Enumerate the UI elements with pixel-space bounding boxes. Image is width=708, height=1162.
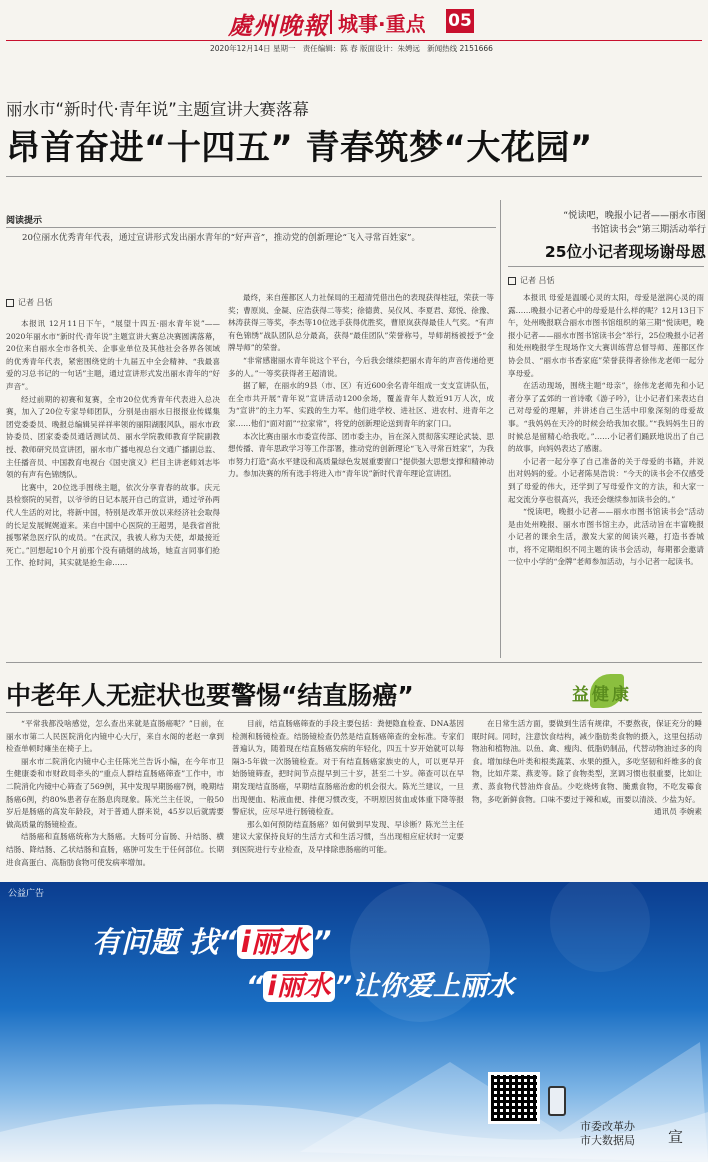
section-rule xyxy=(6,662,702,663)
health-column-2 xyxy=(232,718,464,878)
masthead-divider xyxy=(330,10,332,34)
side-para: “悦读吧，晚报小记者——丽水市图书馆读书会”活动是由处州晚报、丽水市图书馆主办，此活动旨在丰富晚报小记者的课余生活，激发大家的阅读兴趣，打造书香城市，将不定期组织不同主题的读书会活动，每期都会邀请一位中小学的“金牌”老师参加活动，与小记者一起读书。 xyxy=(508,507,704,567)
ad-credit-line-2: 市大数据局 xyxy=(580,1134,635,1147)
ad-line2-brand: i丽水 xyxy=(263,971,334,1002)
public-service-ad xyxy=(0,882,708,1162)
paper-name: 處州晚報 xyxy=(228,11,328,40)
ad-credit-end: 宣 xyxy=(668,1128,684,1146)
date: 2020年12月14日 星期一 xyxy=(210,44,296,53)
ad-credits xyxy=(580,1120,635,1148)
ad-slogan-line-2 xyxy=(246,964,514,1003)
ad-line1-prefix: 有问题 找“ xyxy=(92,925,237,959)
page-number-badge xyxy=(446,9,474,33)
health-col1-para: 丽水市二院消化内镜中心主任陈光兰告诉小编，在今年市卫生健康委和市财政局牵头的“重点人群结直肠癌筛查”工作中，市二院消化内镜中心筛查了569例，其中发现早期肠癌7例，晚期结肠癌6例，约80%患者存在肠息肉现象。陈光兰主任说，一般50岁后是肠癌的高发年龄段，对于普通人群来说，45岁以后就需要做高质量的肠镜检查。 xyxy=(6,756,224,829)
section-title: 城事·重点 xyxy=(338,12,426,36)
summary-rule xyxy=(6,227,496,228)
side-headline: 25位小记者现场谢母恩 xyxy=(544,243,706,261)
ad-line2-prefix: “ xyxy=(246,971,264,1002)
date-line xyxy=(210,43,493,54)
health-col3-para: 在日常生活方面，要做到生活有规律，不要熬夜，保证充分的睡眠时间。同时，注意饮食结构，减少脂肪类食物的摄入，这里包括动物油和植物油。以鱼、禽、瘦肉、低脂奶制品，代替动物油过多的肉食。增加绿色叶类和根类蔬菜、水果的摄入，多吃坚韧和纤维多的食物，比如芹菜、燕麦等。除了食物类型，烹调习惯也很重要，比如让煮、蒸食物代替油炸食品。少吃烧烤食物、腌熏食物，不吃发霉食物，多吃新鲜食物。口味不要过于辣和咸，而要以清淡、少盐为好。 xyxy=(472,719,702,804)
health-headline: 中老年人无症状也要警惕“结直肠癌” xyxy=(6,681,414,710)
ad-line1-brand: i丽水 xyxy=(237,925,313,959)
health-col3-byline: 通讯员 李婉素 xyxy=(654,807,702,817)
health-col2-para: 那么如何预防结直肠癌？如何做到早发现、早诊断？陈光兰主任建议大家保持良好的生活方式和生活习惯，当出现相应症状时一定要到医院进行专业检查，及早排除患肠癌的可能。 xyxy=(232,819,464,854)
lead-col1-para: 比赛中，20位选手围绕主题，依次分享青春的故事。庆元县检察院的吴哲，以爷爷的日记本展开自己的宣讲，通过爷孙两代人生活的对比，将新中国，特别是改革开放以来经济社会取得的长足发展娓娓道来。来自中国中心医院的王超男，是我省首批援鄂紧急医疗队的成员。“在武汉，我被人称为天使，却最接近死亡。”回想起10个月前那个没有硝烟的战场，她直言同事们抢工作、抢时间，其实就是抢生命…… xyxy=(6,482,220,568)
health-col2-para: 目前，结直肠癌筛查的手段主要包括：粪便隐血检查、DNA基因检测和肠镜检查。结肠镜检查仍然是结直肠癌筛查的金标准。专家们普遍认为，随着现在结直肠癌发病的年轻化，四五十岁开始就可以每隔3-5年做一次肠镜检查。对于有结直肠癌家族史的人，可以更早开始肠镜筛查，把时间节点提早到三十岁，甚至二十岁。筛查可以在早期发现结直肠癌，早期结直肠癌治愈的机会很大。陈光兰建议，一旦出现便血、粘液血便、排便习惯改变，不明原因贫血或体重下降等报警症状，应尽早进行肠镜检查。 xyxy=(232,719,464,817)
lead-kicker: 丽水市“新时代·青年说”主题宣讲大赛落幕 xyxy=(6,100,309,119)
health-col1-para: 结肠癌和直肠癌统称为大肠癌。大肠可分盲肠、升结肠、横结肠、降结肠、乙状结肠和直肠，癌肿可发生于任何部位。长期进食高蛋白、高脂肪食物可使发病率增加。 xyxy=(6,832,224,867)
health-column-1 xyxy=(6,718,224,878)
qr-code-icon xyxy=(488,1072,540,1124)
side-head-rule xyxy=(508,266,704,267)
side-kicker-line-2: 书馆读书会”第三期活动举行 xyxy=(590,224,706,235)
phone-icon xyxy=(548,1086,566,1116)
summary-text: 20位丽水优秀青年代表，通过宣讲形式发出丽水青年的“好声音”，推动党的创新理论“飞入寻常百姓家”。 xyxy=(22,233,421,243)
lead-byline-text: 记者 吕恬 xyxy=(18,298,53,307)
side-body xyxy=(508,292,704,656)
masthead xyxy=(0,0,708,56)
side-para: 在活动现场，围绕主题“母亲”，徐伟龙老师先和小记者分享了孟郊的一首诗歌《游子吟》，让小记者们来表达自己对母爱的理解，并讲述自己生活中印象深刻的母爱故事。“我妈妈在天冷的时候会给我加衣服。”“我妈妈生日的时候总是留精心给我吃。”……小记者们踊跃地说出了自己的故事，向妈妈表达了感谢。 xyxy=(508,381,704,454)
lead-byline xyxy=(6,297,53,308)
ad-slogan-line-1 xyxy=(92,920,331,961)
lead-col2-para: 最终，来自莲都区人力社保局的王超清凭借出色的表现获得桂冠，荣获一等奖；曹原岚、金凝、应浩获得二等奖；徐德黄、吴仪风、李夏君、郑悦、徐豫、林涛获得三等奖，李杰等10位选手获得优胜奖，曹原岚获得最佳人气奖。“有声有色锦绣”战队团队总分最高，获得“最佳团队”荣誉称号，导师胡杨被授予“金牌导师”的荣誉。 xyxy=(228,293,494,353)
health-column-3 xyxy=(472,718,702,878)
health-logo-text: 益健康 xyxy=(572,685,632,705)
hotline: 新闻热线 2151666 xyxy=(427,44,493,53)
column-divider xyxy=(500,200,501,658)
side-kicker-line-1: “悦读吧，晚报小记者——丽水市图 xyxy=(563,210,706,221)
page-number: 05 xyxy=(448,11,472,31)
byline-square-icon xyxy=(6,299,14,307)
ad-credit-line-1: 市委改革办 xyxy=(580,1120,635,1133)
ad-tag: 公益广告 xyxy=(8,889,45,899)
side-byline-text: 记者 吕恬 xyxy=(520,276,555,285)
summary-label: 阅读提示 xyxy=(6,216,43,226)
ad-line2-suffix: ”让你爱上丽水 xyxy=(334,971,515,1002)
lead-column-2 xyxy=(228,292,494,658)
side-para: 小记者一起分享了自己准备的关于母爱的书籍，并说出对妈妈的爱。小记者陈昊浩说：“今天的读书会不仅感受到了母爱的伟大，还学到了写母爱作文的方法，和大家一起交流分享也很高兴，我还会继续参加读书会的。” xyxy=(508,456,704,504)
health-col1-para: “平常我都没啥感觉，怎么查出来就是直肠癌呢？”日前，在丽水市第二人民医院消化内镜中心大厅，来自水阁的老赵一拿到检查单顿时瘫坐在椅子上。 xyxy=(6,719,224,754)
side-byline xyxy=(508,275,555,286)
lead-headline: 昂首奋进“十四五” 青春筑梦“大花园” xyxy=(6,128,593,168)
lead-col2-para: 本次比赛由丽水市委宣传部、团市委主办，旨在深入贯彻落实理论武装、思想传播、青年思政学习等工作部署，推动党的创新理论“飞入寻常百姓家”，为我市努力打造“高水平建设和高质量绿色发展重要窗口”提供强大思想支撑和精神动力。参加决赛的所有选手将进入市“青年说”新时代青年理论宣讲团。 xyxy=(228,431,494,479)
byline-square-icon xyxy=(508,277,516,285)
editor: 责任编辑：陈 春 版面设计：朱娉远 xyxy=(302,44,420,53)
side-para: 本报讯 母爱是温暖心灵的太阳，母爱是滋润心灵的雨露……晚报小记者心中的母爱是什么样的呢？12月13日下午，处州晚报联合丽水市图书馆组织的第三期“悦读吧，晚报小记者——丽水市图书馆读书会”举行，25位晚报小记者和处州晚报学生现场作文大赛训练营总督导师、莲都区作协会员、“丽水市书香家庭”荣誉获得者徐伟龙老师一起分享母爱。 xyxy=(508,293,704,378)
lead-col1-para: 本报讯 12月11日下午，“展望十四五·丽水青年说”——2020年丽水市“新时代·青年说”主题宣讲大赛总决赛圆满落幕，20位来自丽水全市各机关、企事业单位及其他社会各界各领域的优秀青年代表，紧密围绕党的十九届五中全会精神、“我最喜爱的习总书记的一句话”主题，通过宣讲形式发出丽水青年的“好声音”。 xyxy=(6,319,220,391)
side-kicker xyxy=(510,209,706,237)
lead-head-rule xyxy=(6,176,702,177)
health-head-rule xyxy=(6,712,702,713)
lead-column-1 xyxy=(6,318,220,658)
lead-col2-para: “非常感谢丽水青年说这个平台，今后我会继续把丽水青年的声音传递给更多的人。”一等奖获得者王超清说。 xyxy=(228,355,494,378)
masthead-rule xyxy=(6,40,702,41)
ad-line1-suffix: ” xyxy=(312,925,332,959)
lead-col1-para: 经过前期的初赛和复赛，全市20位优秀青年代表进入总决赛，加入了20位专家导师团队，分别是由丽水日报报业传媒集团党委委员、晚报总编辑吴祥祥率领的丽阳湖服风队，丽水市政协委员、团家委委员通话测试员、丽水学院教师教育学院副教授、教师研究员宣讲团，丽水市广播电视总台文通广播副总监、主任播音员、中国教育电视台《国史演义》栏目主讲老师刘志毕领的有声有色锦绣队。 xyxy=(6,394,220,480)
health-column-logo xyxy=(560,672,700,710)
lead-col2-para: 据了解，在丽水的9县（市、区）有近600余名青年组成一支支宣讲队伍，在全市共开展“青年说”宣讲活动1200余场，覆盖青年人数近91万人次，成为“宣讲”的主力军、实践的生力军。他们进学校、进社区、进农村、进青年之家……他们“面对面”“拉家常”，将党的创新理论送到青年的家门口。 xyxy=(228,381,494,428)
